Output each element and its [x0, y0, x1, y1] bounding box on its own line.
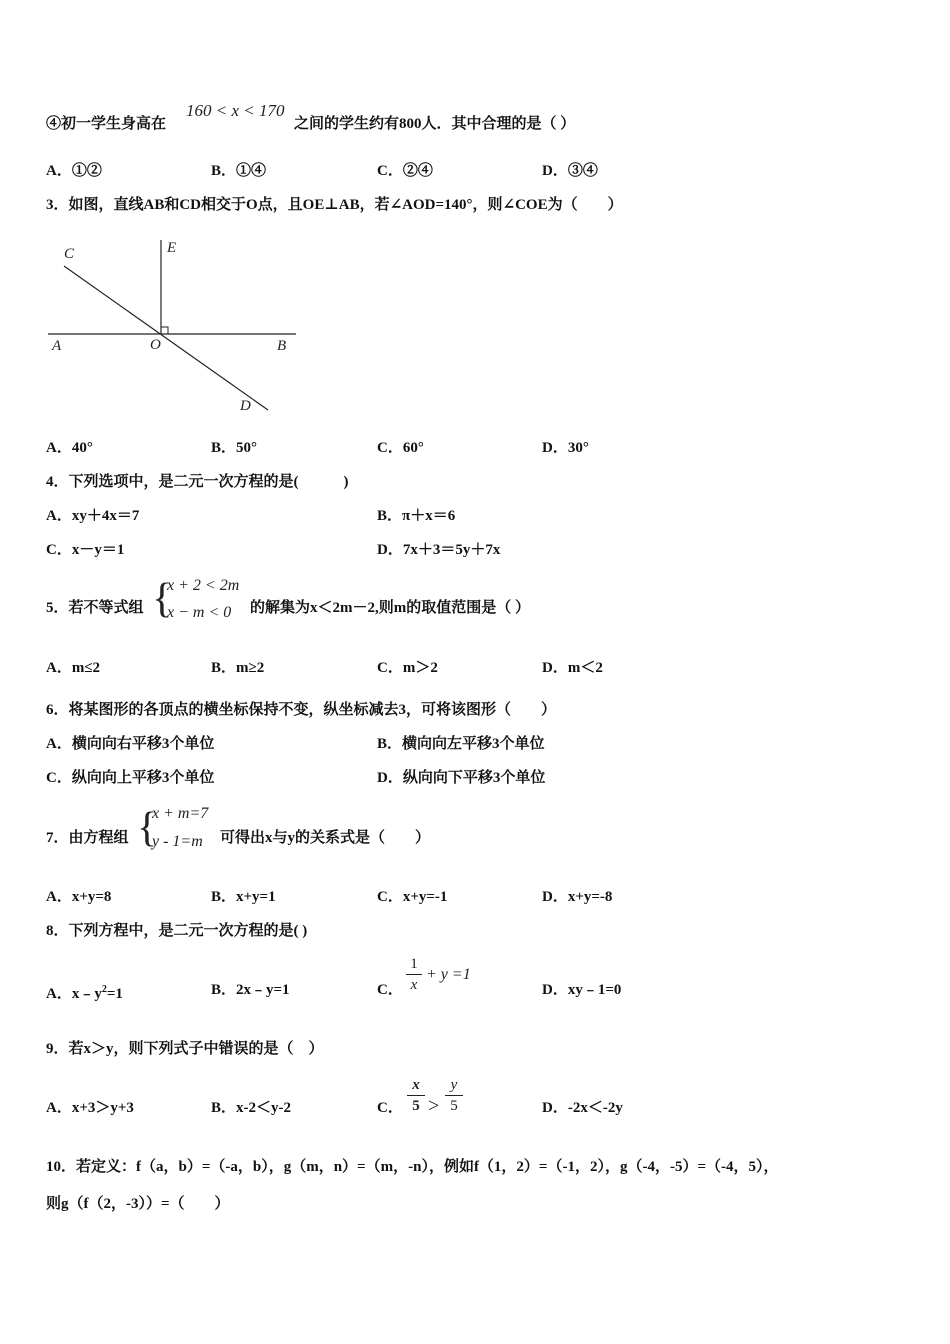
q3-option-b: B．50°	[211, 440, 258, 456]
q9-option-c-left-fraction: x 5	[407, 1076, 425, 1115]
q9-option-b: B．x-2＜y-2	[211, 1100, 291, 1116]
q9-option-c-operator: >	[428, 1095, 440, 1117]
q3-stem: 3．如图，直线AB和CD相交于O点，且OE⊥AB，若∠AOD=140°，则∠COE为（ ）	[46, 197, 623, 213]
q7-option-a: A．x+y=8	[46, 889, 112, 905]
line-cd	[64, 266, 268, 410]
label-a: A	[52, 338, 62, 354]
q8-option-c-fraction: 1 x	[406, 955, 422, 994]
q9-stem: 9．若x＞y，则下列式子中错误的是（ ）	[46, 1041, 324, 1057]
q10-line-2: 则g（f（2，-3））=（ ）	[46, 1196, 230, 1212]
right-angle-mark	[161, 327, 168, 334]
label-b: B	[277, 338, 287, 354]
q4-option-d: D．7x＋3＝5y＋7x	[377, 542, 501, 558]
q8-option-d: D．xy﹣1=0	[542, 982, 622, 998]
q8-option-c-rest: + y =1	[426, 966, 471, 983]
q5-option-a: A．m≤2	[46, 660, 101, 676]
q7-system-line-2: y - 1=m	[152, 833, 203, 850]
q7-suffix: 可得出x与y的关系式是（ ）	[220, 830, 431, 846]
q9-option-c-label: C．	[377, 1100, 403, 1116]
q9-option-c-right-fraction: y 5	[445, 1076, 463, 1115]
label-e: E	[167, 240, 177, 256]
q5-option-c: C．m＞2	[377, 660, 438, 676]
q5-option-b: B．m≥2	[211, 660, 265, 676]
q2-item4-suffix: 之间的学生约有800人．其中合理的是（ ）	[294, 116, 576, 132]
label-c: C	[64, 246, 75, 262]
q10-line-1: 10．若定义：f（a，b）=（-a，b），g（m，n）=（m，-n），例如f（1，2）=（-1，2），g（-4，-5）=（-4，5），	[46, 1159, 779, 1175]
q2-inequality-math: 160 < x < 170	[186, 101, 285, 120]
q2-option-a: A．①②	[46, 163, 102, 179]
q4-option-b: B．π＋x＝6	[377, 508, 456, 524]
q4-option-c: C．x－y＝1	[46, 542, 125, 558]
q4-stem: 4．下列选项中，是二元一次方程的是( )	[46, 474, 349, 490]
q7-system-line-1: x + m=7	[152, 805, 209, 822]
label-o: O	[150, 337, 161, 353]
q9-option-a: A．x+3＞y+3	[46, 1100, 134, 1116]
q5-system-line-1: x + 2 < 2m	[167, 577, 240, 594]
q3-option-a: A．40°	[46, 440, 93, 456]
q6-option-a: A．横向向右平移3个单位	[46, 736, 215, 752]
q8-option-b: B．2x﹣y=1	[211, 982, 290, 998]
q2-option-d: D．③④	[542, 163, 598, 179]
q2-option-c: C．②④	[377, 163, 433, 179]
q8-option-c-label: C．	[377, 982, 403, 998]
q2-option-b: B．①④	[211, 163, 267, 179]
q6-option-c: C．纵向向上平移3个单位	[46, 770, 215, 786]
q5-prefix: 5．若不等式组	[46, 600, 144, 616]
q6-option-d: D．纵向向下平移3个单位	[377, 770, 546, 786]
q2-item4-prefix: ④初一学生身高在	[46, 116, 167, 132]
q7-option-d: D．x+y=-8	[542, 889, 613, 905]
q5-brace: {	[152, 576, 173, 622]
q9-option-d: D．-2x＜-2y	[542, 1100, 623, 1116]
q6-stem: 6．将某图形的各顶点的横坐标保持不变，纵坐标减去3，可将该图形（ ）	[46, 702, 557, 718]
q6-option-b: B．横向向左平移3个单位	[377, 736, 545, 752]
q8-option-a: A．$x﹣y^2=1$	[46, 984, 123, 1002]
q3-option-c: C．60°	[377, 440, 424, 456]
q3-option-d: D．30°	[542, 440, 589, 456]
q5-suffix: 的解集为x＜2m－2,则m的取值范围是（ ）	[250, 600, 530, 616]
q7-option-c: C．x+y=-1	[377, 889, 448, 905]
q8-stem: 8．下列方程中，是二元一次方程的是( )	[46, 923, 308, 939]
q5-option-d: D．m＜2	[542, 660, 603, 676]
q7-prefix: 7．由方程组	[46, 830, 129, 846]
q7-option-b: B．x+y=1	[211, 889, 276, 905]
q3-figure	[40, 236, 300, 416]
q5-system-line-2: x − m < 0	[167, 604, 232, 621]
q7-brace: {	[137, 805, 158, 851]
q4-option-a: A．xy＋4x＝7	[46, 508, 140, 524]
label-d: D	[240, 398, 251, 414]
